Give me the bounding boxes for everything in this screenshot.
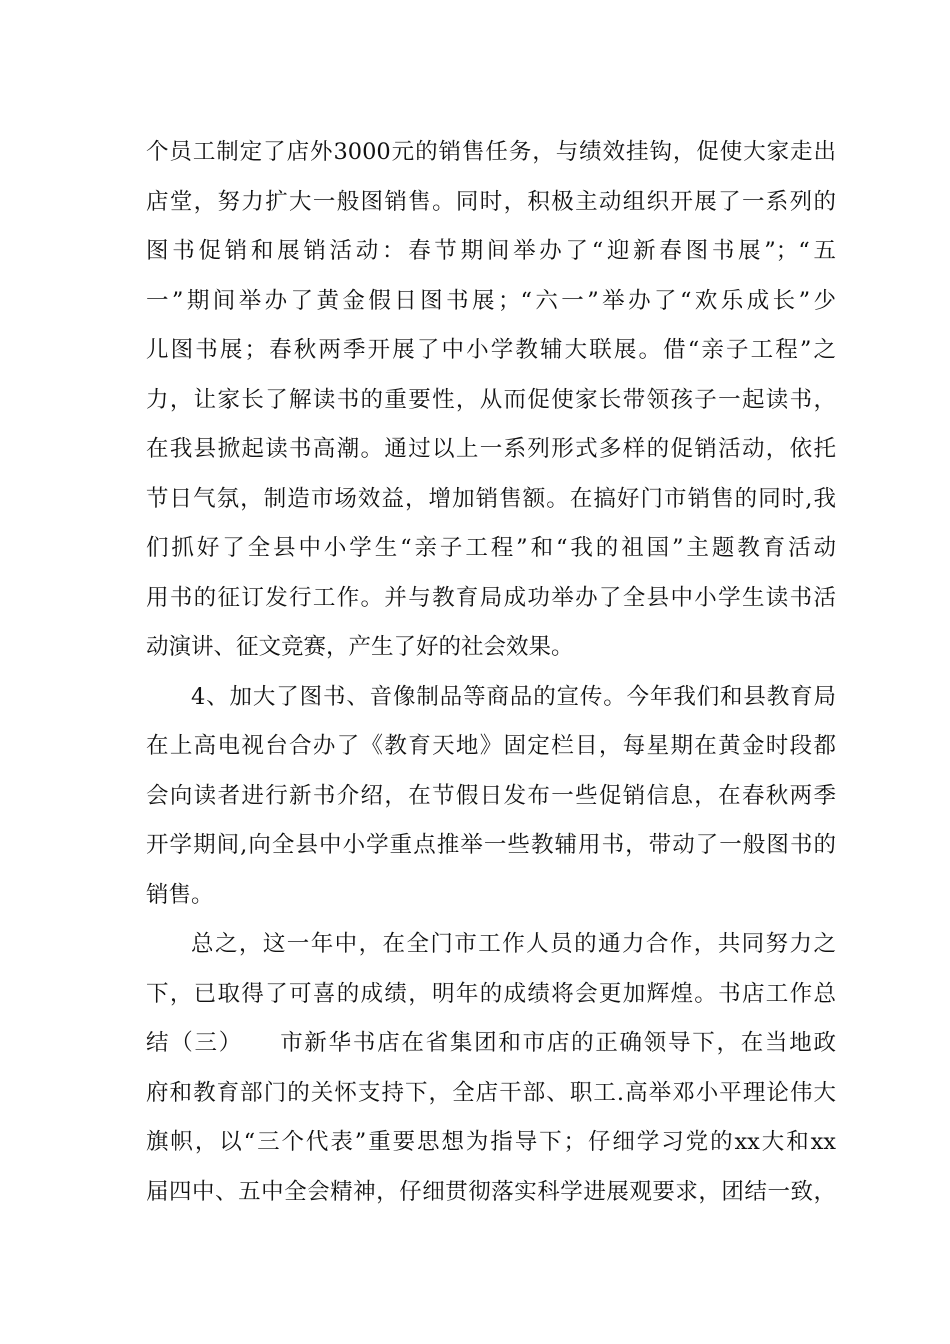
text-line: 总之，这一年中，在全门市工作人员的通力合作，共同努力之 xyxy=(191,931,836,957)
text-line: 店堂，努力扩大一般图销售。同时，积极主动组织开展了一系列的 xyxy=(146,188,836,215)
text-line: 节日气氛，制造市场效益，增加销售额。在搞好门市销售的同时,我 xyxy=(146,485,836,512)
text-line: 在我县掀起读书高潮。通过以上一系列形式多样的促销活动，依托 xyxy=(146,436,836,462)
text-line: 结（三） 市新华书店在省集团和市店的正确领导下，在当地政 xyxy=(146,1030,836,1056)
text-line: 销售。 xyxy=(146,881,214,908)
text-line: 用书的征订发行工作。并与教育局成功举办了全县中小学生读书活 xyxy=(146,584,836,611)
text-line: 届四中、五中全会精神，仔细贯彻落实科学进展观要求，团结一致， xyxy=(146,1178,836,1205)
text-line: 开学期间,向全县中小学重点推举一些教辅用书，带动了一般图书的 xyxy=(146,832,836,858)
text-line: 旗帜，以“三个代表”重要思想为指导下；仔细学习党的xx大和xx xyxy=(146,1129,836,1155)
text-line: 会向读者进行新书介绍，在节假日发布一些促销信息，在春秋两季 xyxy=(146,782,836,809)
body-text xyxy=(146,128,836,1217)
text-line: 动演讲、征文竞赛，产生了好的社会效果。 xyxy=(146,634,574,660)
text-line: 们抓好了全县中小学生“亲子工程”和“我的祖国”主题教育活动 xyxy=(146,535,836,561)
text-line: 个员工制定了店外3000元的销售任务，与绩效挂钩，促使大家走出 xyxy=(146,139,836,165)
text-line: 力，让家长了解读书的重要性，从而促使家长带领孩子一起读书， xyxy=(146,386,836,413)
text-line: 在上高电视台合办了《教育天地》固定栏目，每星期在黄金时段都 xyxy=(146,733,836,759)
text-line: 府和教育部门的关怀支持下，全店干部、职工.高举邓小平理论伟大 xyxy=(146,1079,836,1106)
text-line: 儿图书展；春秋两季开展了中小学教辅大联展。借“亲子工程”之 xyxy=(146,337,836,363)
text-line: 一”期间举办了黄金假日图书展；“六一”举办了“欢乐成长”少 xyxy=(146,287,836,314)
text-line: 下，已取得了可喜的成绩，明年的成绩将会更加辉煌。书店工作总 xyxy=(146,980,836,1007)
text-line: 图书促销和展销活动：春节期间举办了“迎新春图书展”；“五 xyxy=(146,238,836,264)
text-line: 4、加大了图书、音像制品等商品的宣传。今年我们和县教育局 xyxy=(191,683,836,710)
